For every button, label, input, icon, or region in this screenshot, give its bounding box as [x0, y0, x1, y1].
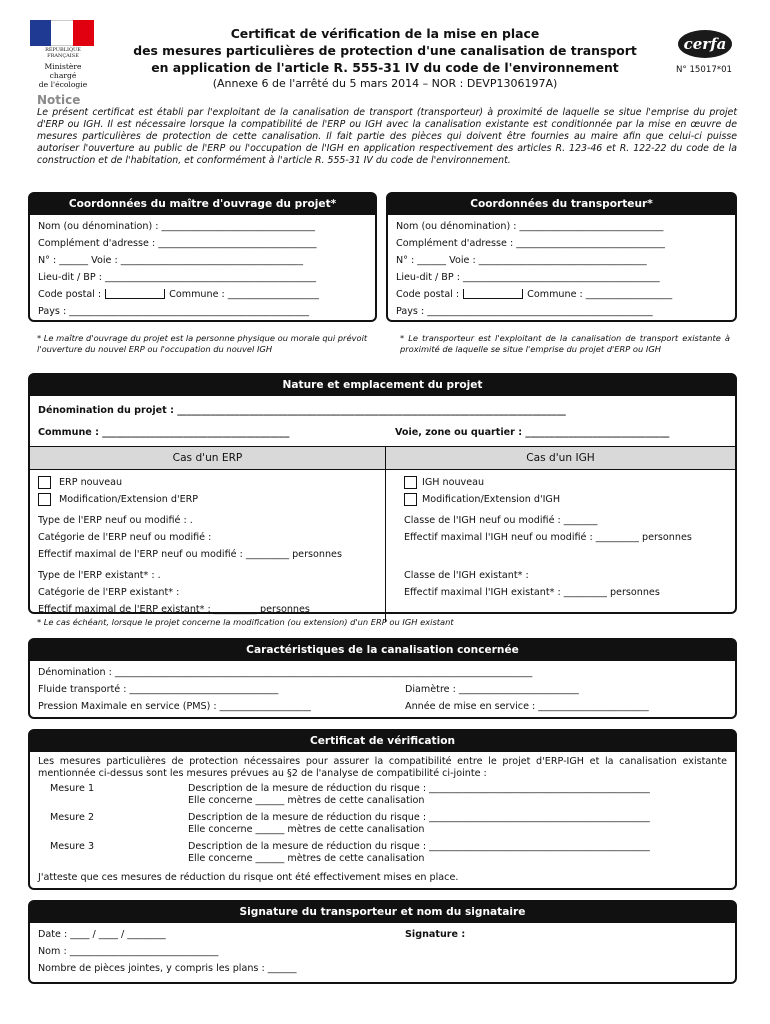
- mo-commune-field[interactable]: Commune : ___________________: [169, 289, 319, 300]
- tr-footnote: * Le transporteur est l'exploitant de la canalisation de transport existante à proximité de laquelle se situe l'emprise du projet d'ERP ou IGH: [400, 333, 730, 354]
- cerfa-logo: cerfa: [678, 30, 732, 58]
- canalisation-heading: Caractéristiques de la canalisation concernée: [30, 640, 735, 661]
- mo-lieu-dit-field[interactable]: Lieu-dit / BP : ____________________________________________: [38, 272, 317, 283]
- notice-heading: Notice: [37, 93, 81, 107]
- igh-effectif-existant-field[interactable]: Effectif maximal l'IGH existant* : _________ personnes: [404, 587, 660, 598]
- igh-classe-neuf-field[interactable]: Classe de l'IGH neuf ou modifié : _______: [404, 515, 598, 526]
- mo-pays-field[interactable]: Pays : __________________________________________________: [38, 306, 310, 317]
- certificat-heading: Certificat de vérification: [30, 731, 735, 752]
- title-line-1: Certificat de vérification de la mise en place: [230, 26, 540, 41]
- projet-denomination-field[interactable]: Dénomination du projet : _________________________________________________________________________________: [38, 405, 566, 416]
- pieces-jointes-field[interactable]: Nombre de pièces jointes, y compris les plans : ______: [38, 963, 297, 974]
- mo-code-postal-row: [38, 286, 367, 303]
- certificat-section: [28, 729, 737, 890]
- title-line-3: en application de l'article R. 555-31 IV du code de l'environnement: [151, 60, 619, 75]
- title-line-2: des mesures particulières de protection d'une canalisation de transport: [133, 43, 637, 58]
- attestation-text: J'atteste que ces mesures de réduction du risque ont été effectivement mises en place.: [38, 872, 459, 883]
- erp-nouveau-label: ERP nouveau: [59, 477, 123, 488]
- igh-nouveau-checkbox[interactable]: [404, 476, 417, 489]
- igh-classe-existant-field[interactable]: Classe de l'IGH existant* :: [404, 570, 529, 581]
- nature-heading: Nature et emplacement du projet: [30, 375, 735, 396]
- signature-label: Signature :: [405, 929, 466, 940]
- nature-footnote: * Le cas échéant, lorsque le projet concerne la modification (ou extension) d'un ERP ou IGH existant: [37, 617, 454, 627]
- canal-fluide-field[interactable]: Fluide transporté : _______________________________: [38, 684, 279, 695]
- republic-text: RÉPUBLIQUE FRANÇAISE: [45, 47, 81, 59]
- erp-effectif-existant-field[interactable]: Effectif maximal de l'ERP existant* : _________ personnes: [38, 604, 310, 615]
- tr-pays-field[interactable]: Pays : _______________________________________________: [396, 306, 653, 317]
- tr-complement-field[interactable]: Complément d'adresse : _______________________________: [396, 238, 665, 249]
- tr-nom-field[interactable]: Nom (ou dénomination) : ______________________________: [396, 221, 664, 232]
- tr-commune-field[interactable]: Commune : __________________: [527, 289, 673, 300]
- erp-type-neuf-field[interactable]: Type de l'ERP neuf ou modifié : .: [38, 515, 193, 526]
- mesure-row: [38, 783, 727, 812]
- erp-modification-label: Modification/Extension d'ERP: [59, 494, 199, 505]
- mesure-metres-field[interactable]: Elle concerne ______ mètres de cette canalisation: [188, 794, 425, 806]
- ministry-line-1: Ministère chargé: [44, 62, 82, 80]
- mesure-row: [38, 841, 727, 870]
- igh-effectif-neuf-field[interactable]: Effectif maximal l'IGH neuf ou modifié : _________ personnes: [404, 532, 692, 543]
- transporteur-heading: Coordonnées du transporteur*: [388, 194, 735, 215]
- signature-date-field[interactable]: Date : ____ / ____ / ________: [38, 929, 166, 940]
- notice-text: Le présent certificat est établi par l'exploitant de la canalisation de transport (transporteur) à proximité de laquelle se situe l'emprise du projet d'ERP ou IGH. Il est nécessaire lorsque la compatibilité de l'ERP ou IGH avec la canalisation existante est conditionnée par la mise en œuvre de mesures particulières de protection de cette canalisation. Il fait partie des pièces qui doivent être fournies au maire afin que celui-ci puisse autoriser l'ouverture au public de l'ERP ou l'occupation de l'IGH en application respectivement des articles R. 123-46 et R. 122-22 du code de la construction et de l'habitation, et conformément à l'article R. 555-31 IV du code de l'environnement.: [37, 107, 737, 167]
- mesure-label: Mesure 1: [50, 783, 95, 794]
- tr-lieu-dit-field[interactable]: Lieu-dit / BP : _________________________________________: [396, 272, 660, 283]
- tr-code-postal-label: Code postal :: [396, 289, 460, 300]
- french-flag-icon: [30, 20, 94, 46]
- marianne-logo: [30, 20, 96, 89]
- form-title: [112, 25, 658, 76]
- canal-annee-field[interactable]: Année de mise en service : _______________________: [405, 701, 649, 712]
- erp-modification-checkbox[interactable]: [38, 493, 51, 506]
- mesure-description-field[interactable]: Description de la mesure de réduction du risque : ______________________________________________: [188, 812, 650, 823]
- mesure-label: Mesure 2: [50, 812, 95, 823]
- maitre-ouvrage-section: [28, 192, 377, 322]
- mo-nom-field[interactable]: Nom (ou dénomination) : ________________________________: [38, 221, 316, 232]
- igh-nouveau-label: IGH nouveau: [422, 477, 485, 488]
- tr-code-postal-row: [396, 286, 727, 303]
- certificat-intro: Les mesures particulières de protection nécessaires pour assurer la compatibilité entre le projet d'ERP-IGH et la canalisation existante mentionnée ci-dessus sont les mesures prévues au §2 de l'analyse de compatibilité ci-jointe :: [38, 756, 727, 779]
- erp-effectif-neuf-field[interactable]: Effectif maximal de l'ERP neuf ou modifié : _________ personnes: [38, 549, 342, 560]
- signature-heading: Signature du transporteur et nom du signataire: [30, 902, 735, 923]
- mo-numero-voie-field[interactable]: N° : ______ Voie : ______________________________________: [38, 255, 304, 266]
- igh-modification-checkbox[interactable]: [404, 493, 417, 506]
- nature-section: [28, 373, 737, 614]
- erp-heading: Cas d'un ERP: [30, 446, 385, 470]
- erp-categorie-neuf-field[interactable]: Catégorie de l'ERP neuf ou modifié :: [38, 532, 212, 543]
- mesure-label: Mesure 3: [50, 841, 95, 852]
- cerfa-number: N° 15017*01: [676, 65, 733, 75]
- maitre-ouvrage-heading: Coordonnées du maître d'ouvrage du projet*: [30, 194, 375, 215]
- mesure-description-field[interactable]: Description de la mesure de réduction du risque : ______________________________________________: [188, 783, 650, 794]
- canal-pression-field[interactable]: Pression Maximale en service (PMS) : ___________________: [38, 701, 311, 712]
- mo-complement-field[interactable]: Complément d'adresse : _________________________________: [38, 238, 317, 249]
- igh-column: [386, 446, 735, 622]
- projet-commune-field[interactable]: Commune : _______________________________________: [38, 427, 290, 438]
- erp-column: [30, 446, 386, 622]
- tr-numero-voie-field[interactable]: N° : ______ Voie : ___________________________________: [396, 255, 647, 266]
- mo-footnote: * Le maître d'ouvrage du projet est la personne physique ou morale qui prévoit l'ouverture du nouvel ERP ou l'occupation du nouvel IGH: [37, 333, 368, 354]
- projet-voie-field[interactable]: Voie, zone ou quartier : ______________________________: [395, 427, 670, 438]
- canal-denomination-field[interactable]: Dénomination : _______________________________________________________________________________________: [38, 667, 533, 678]
- signature-section: [28, 900, 737, 984]
- mesure-metres-field[interactable]: Elle concerne ______ mètres de cette canalisation: [188, 823, 425, 835]
- transporteur-section: [386, 192, 737, 322]
- mesure-description-field[interactable]: Description de la mesure de réduction du risque : ______________________________________________: [188, 841, 650, 852]
- erp-type-existant-field[interactable]: Type de l'ERP existant* : .: [38, 570, 161, 581]
- tr-code-postal-field[interactable]: [463, 289, 523, 299]
- igh-modification-label: Modification/Extension d'IGH: [422, 494, 561, 505]
- canalisation-section: [28, 638, 737, 719]
- ministry-line-2: de l'écologie: [38, 80, 88, 89]
- mesure-metres-field[interactable]: Elle concerne ______ mètres de cette canalisation: [188, 852, 425, 864]
- signataire-nom-field[interactable]: Nom : _______________________________: [38, 946, 219, 957]
- mo-code-postal-label: Code postal :: [38, 289, 102, 300]
- mesure-row: [38, 812, 727, 841]
- canal-diametre-field[interactable]: Diamètre : _________________________: [405, 684, 579, 695]
- igh-heading: Cas d'un IGH: [386, 446, 735, 470]
- annexe-reference: (Annexe 6 de l'arrêté du 5 mars 2014 – NOR : DEVP1306197A): [212, 77, 558, 90]
- erp-categorie-existant-field[interactable]: Catégorie de l'ERP existant* :: [38, 587, 180, 598]
- erp-nouveau-checkbox[interactable]: [38, 476, 51, 489]
- mo-code-postal-field[interactable]: [105, 289, 165, 299]
